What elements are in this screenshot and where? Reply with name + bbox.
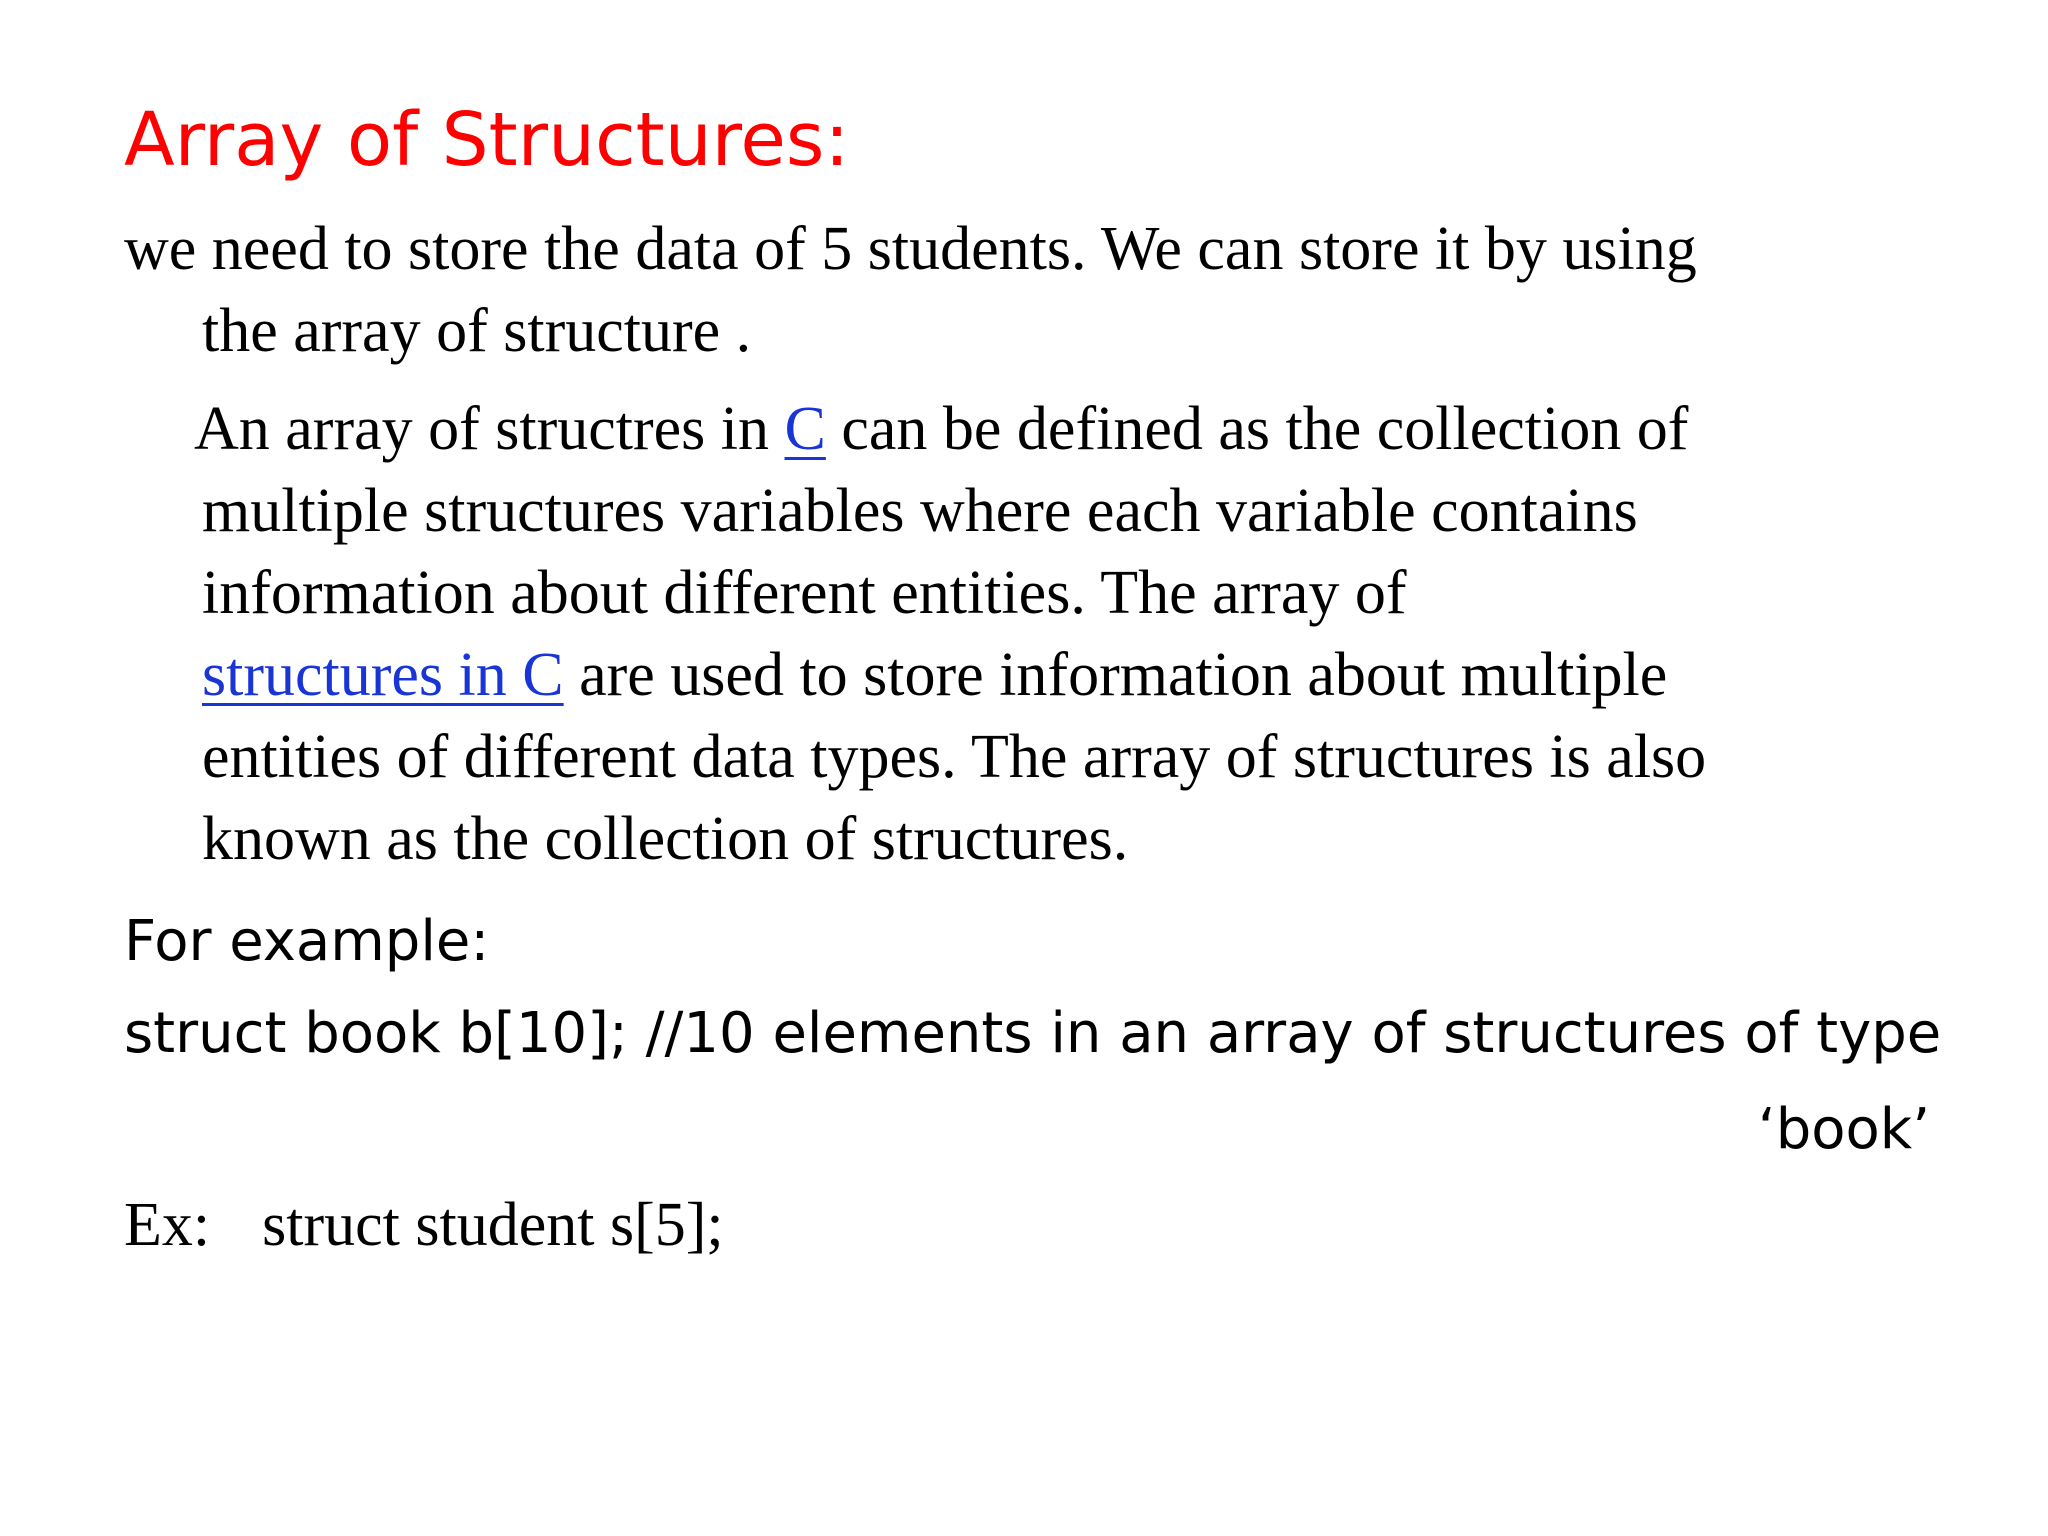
definition-text-1: An array of structres in — [194, 395, 785, 463]
intro-line-1: we need to store the data of 5 students. We can store it by using — [124, 215, 1697, 283]
slide-title: Array of Structures: — [124, 97, 850, 183]
definition-line-1 — [124, 388, 1944, 470]
intro-paragraph — [124, 208, 1944, 372]
definition-line-4 — [124, 634, 1944, 716]
ex-label: Ex: — [124, 1191, 211, 1259]
structures-in-c-link[interactable]: structures in C — [202, 641, 564, 709]
definition-paragraph — [124, 388, 1944, 880]
intro-line-2: the array of structure . — [202, 297, 752, 365]
ex-line — [124, 1184, 724, 1266]
definition-line-6: known as the collection of structures. — [202, 805, 1129, 873]
example-label: For example: — [124, 909, 490, 974]
definition-line-2: multiple structures variables where each variable contains — [202, 477, 1638, 545]
definition-text-2: can be defined as the collection of — [825, 395, 1689, 463]
c-language-link[interactable]: C — [784, 395, 826, 463]
ex-code: struct student s[5]; — [262, 1191, 724, 1259]
definition-line-3: information about different entities. The array of — [202, 559, 1407, 627]
example-code-line: struct book b[10]; //10 elements in an array of structures of type — [124, 1001, 1942, 1066]
definition-line-5: entities of different data types. The array of structures is also — [202, 723, 1707, 791]
definition-text-3: are used to store information about multiple — [563, 641, 1668, 709]
example-type-name: ‘book’ — [1757, 1097, 1930, 1162]
